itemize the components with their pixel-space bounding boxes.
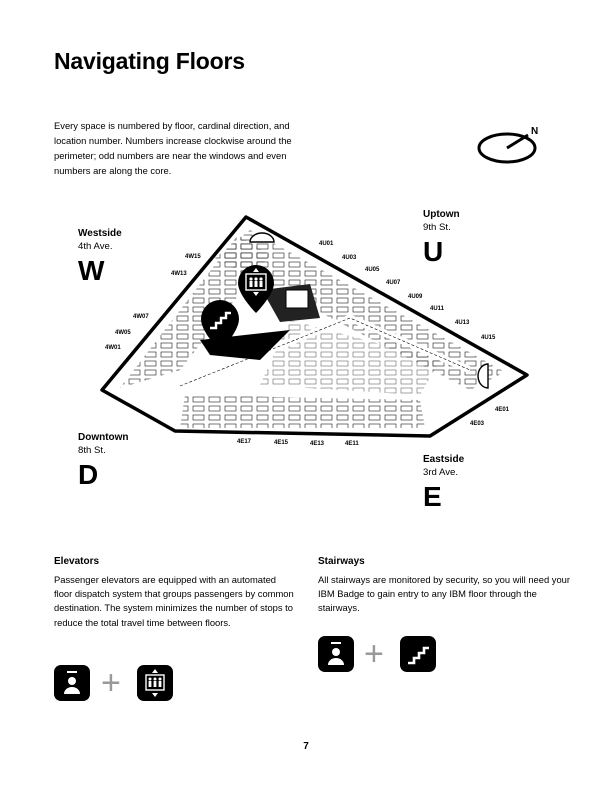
room-label: 4U13 — [455, 320, 470, 326]
eastside-street: 3rd Ave. — [423, 467, 459, 478]
badge-icon — [54, 665, 90, 701]
room-label: 4U07 — [386, 280, 401, 286]
westside-name: Westside — [78, 228, 122, 239]
badge-icon — [318, 636, 354, 672]
elevator-icon — [137, 665, 173, 701]
room-label: 4E17 — [237, 439, 252, 445]
room-label: 4E13 — [310, 441, 325, 447]
eastside-name: Eastside — [423, 454, 465, 465]
uptown-name: Uptown — [423, 209, 460, 220]
room-label: 4E11 — [345, 441, 359, 447]
stairways-text: All stairways are monitored by security, so you will need your IBM Badge to gain entry to any IBM floor through the stairways. — [318, 574, 571, 614]
room-label: 4U11 — [430, 306, 445, 312]
compass-n-label: N — [531, 126, 539, 137]
core-detail — [286, 290, 308, 308]
room-label: 4U15 — [481, 335, 496, 341]
compass-icon — [476, 124, 546, 170]
room-label: 4E15 — [274, 440, 289, 446]
stairways-section — [318, 556, 570, 616]
room-label: 4W15 — [185, 254, 201, 260]
uptown-street: 9th St. — [423, 222, 451, 233]
room-label: 4E01 — [495, 407, 510, 413]
elevators-title: Elevators — [54, 556, 100, 567]
downtown-street: 8th St. — [78, 445, 106, 456]
room-label: 4U09 — [408, 294, 423, 300]
plus-sign: + — [364, 635, 384, 673]
stairs-icon — [400, 636, 436, 672]
room-label: 4U05 — [365, 267, 380, 273]
westside-street: 4th Ave. — [78, 241, 113, 252]
downtown-letter: D — [78, 459, 99, 490]
compass — [476, 124, 546, 170]
eastside-letter: E — [423, 481, 442, 512]
room-label: 4W01 — [105, 345, 121, 351]
workspace-south — [180, 395, 425, 428]
room-label: 4E03 — [470, 421, 485, 427]
room-label: 4W13 — [171, 271, 187, 277]
eastside-label — [423, 454, 464, 512]
uptown-letter: U — [423, 236, 444, 267]
downtown-name: Downtown — [78, 432, 129, 443]
room-label: 4W05 — [115, 330, 131, 336]
plus-sign: + — [101, 664, 121, 702]
page-title: Navigating Floors — [54, 48, 245, 74]
intro-text: Every space is numbered by floor, cardinal direction, and location number. Numbers increase clockwise around the perimeter; odd numbers are near the windows and even numbers are along the core. — [54, 120, 292, 176]
stairways-title: Stairways — [318, 556, 365, 567]
room-label: 4U01 — [319, 241, 334, 247]
floor-plan-map — [0, 200, 612, 460]
room-label: 4W07 — [133, 314, 149, 320]
elevators-section — [54, 556, 294, 630]
room-label: 4U03 — [342, 255, 357, 261]
elevators-text: Passenger elevators are equipped with an automated floor dispatch system that groups passengers by common destination. The system minimizes the number of stops to reduce the total travel time between floors. — [54, 574, 294, 628]
westside-letter: W — [78, 255, 105, 286]
page-number: 7 — [303, 741, 309, 752]
